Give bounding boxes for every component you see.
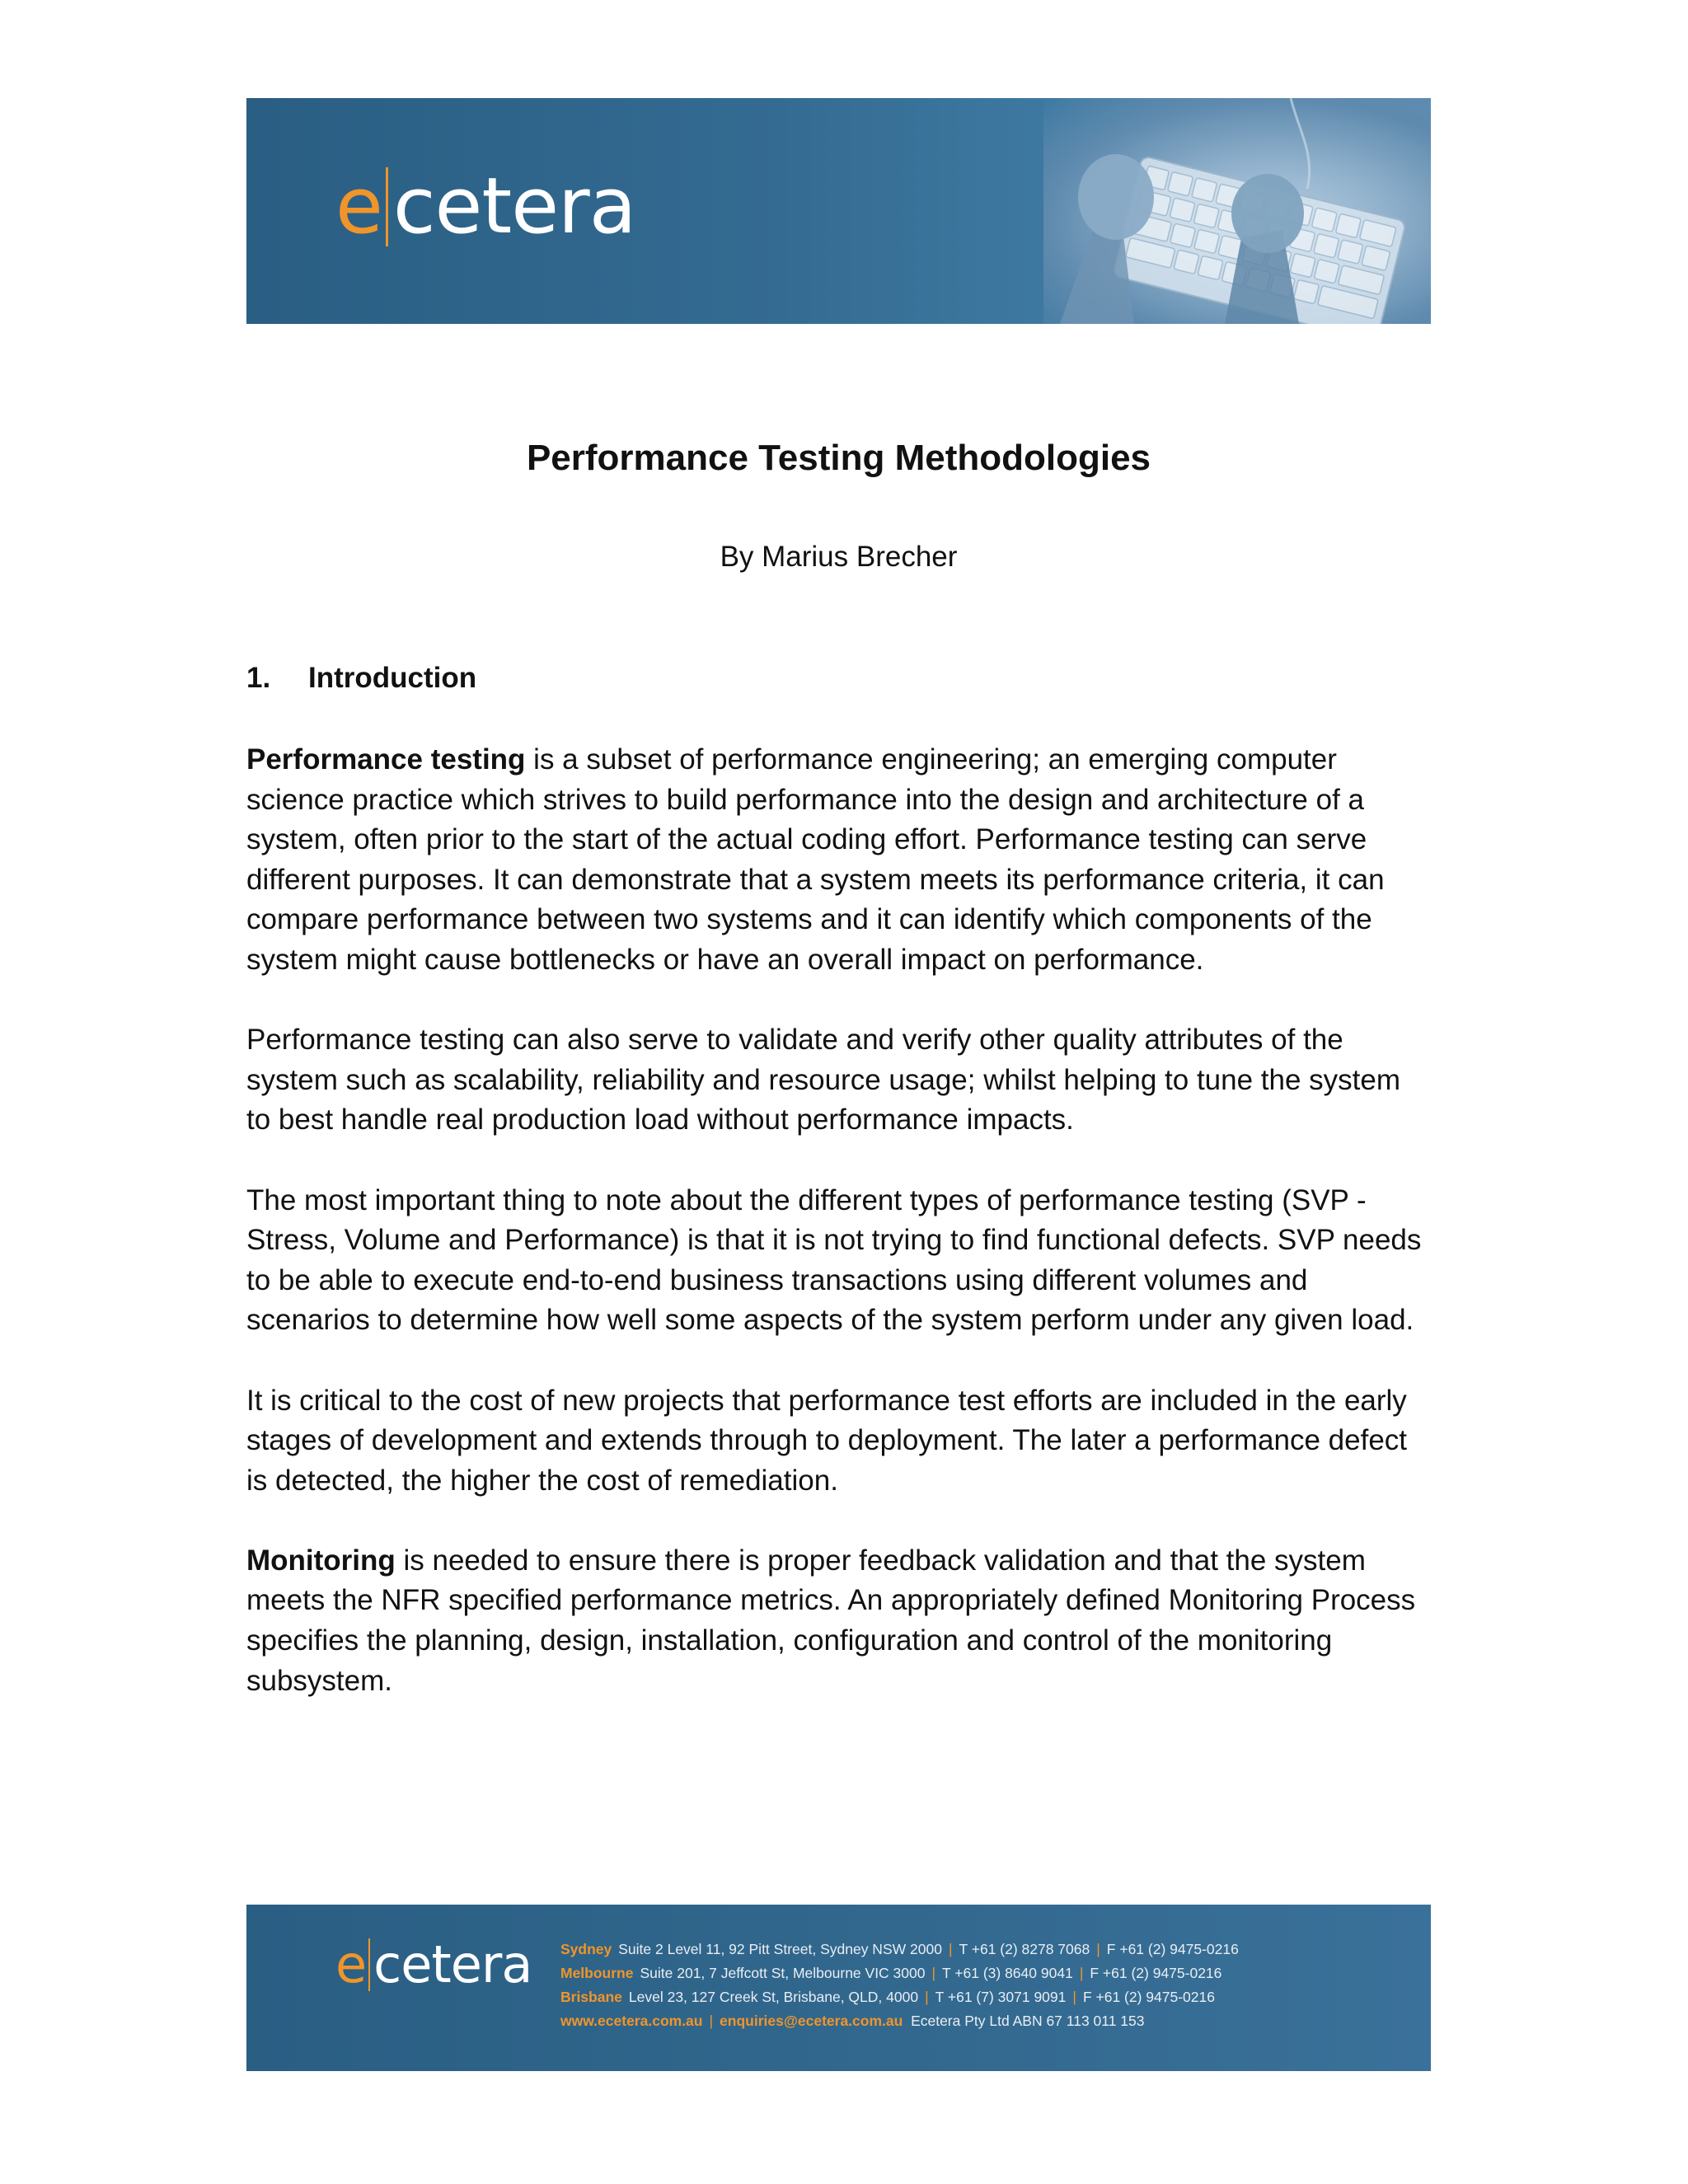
logo-divider [386, 167, 388, 246]
section-heading [246, 660, 476, 696]
email-link[interactable]: enquiries@ecetera.com.au [720, 2013, 903, 2029]
document-title: Performance Testing Methodologies [526, 438, 1151, 478]
office-city: Brisbane [560, 1989, 622, 2005]
paragraph-svp [246, 1181, 1431, 1341]
bold-term: Performance testing [246, 743, 526, 776]
paragraph-text: The most important thing to note about the different types of performance testing (SVP - Stress, Volume and Performance) is that it is not trying to find functional defects. SVP needs to be able to execute end-to-end business transactions using different volumes and scenarios to determine how well some aspects of the system perform under any given load. [246, 1183, 1422, 1337]
office-fax: F +61 (2) 9475-0216 [1090, 1965, 1222, 1981]
paragraph-cost [246, 1381, 1431, 1502]
separator: | [1072, 1989, 1076, 2005]
office-address: Suite 2 Level 11, 92 Pitt Street, Sydney NSW 2000 [618, 1941, 942, 1957]
office-phone: T +61 (7) 3071 9091 [935, 1989, 1067, 2005]
section-number: 1. [246, 662, 271, 694]
logo-divider [368, 1938, 370, 1991]
logo-wordmark: cetera [392, 162, 636, 251]
website-link[interactable]: www.ecetera.com.au [560, 2013, 703, 2029]
office-address: Suite 201, 7 Jeffcott St, Melbourne VIC 3000 [640, 1965, 926, 1981]
separator: | [709, 2013, 714, 2029]
paragraph-text: is needed to ensure there is proper feedback validation and that the system meets the NFR specified performance metrics. An appropriately defined Monitoring Process specifies the planning, design, installation, configuration and control of the monitoring subsystem. [246, 1544, 1416, 1697]
office-city: Melbourne [560, 1965, 634, 1981]
logo-e: e [335, 162, 382, 251]
logo-wordmark: cetera [373, 1934, 532, 1994]
logo-e: e [335, 1934, 367, 1994]
separator: | [925, 1989, 929, 2005]
footer-links [560, 2009, 1239, 2033]
keyboard-photo [1043, 98, 1431, 324]
body-text [246, 740, 1431, 1741]
bold-term: Monitoring [246, 1544, 396, 1577]
office-brisbane [560, 1985, 1239, 2009]
office-address: Level 23, 127 Creek St, Brisbane, QLD, 4000 [628, 1989, 919, 2005]
footer-contact-info [560, 1938, 1239, 2033]
keyboard-fists-illustration [1043, 98, 1431, 324]
section-title: Introduction [308, 662, 477, 694]
separator: | [1096, 1941, 1100, 1957]
office-city: Sydney [560, 1941, 612, 1957]
ecetera-footer-logo [335, 1934, 532, 1994]
office-sydney [560, 1938, 1239, 1961]
paragraph-quality-attributes [246, 1020, 1431, 1141]
company-abn: Ecetera Pty Ltd ABN 67 113 011 153 [911, 2013, 1145, 2029]
paragraph-text: is a subset of performance engineering; an emerging computer science practice which strives to build performance into the design and architecture of a system, often prior to the start of the actual coding effort. Performance testing can serve different purposes. It can demonstrate that a system meets its performance criteria, it can compare performance between two systems and it can identify which components of the system might cause bottlenecks or have an overall impact on performance. [246, 743, 1385, 976]
header-banner [246, 98, 1431, 324]
footer-banner [246, 1905, 1431, 2071]
separator: | [931, 1965, 936, 1981]
office-phone: T +61 (2) 8278 7068 [959, 1941, 1090, 1957]
separator: | [1079, 1965, 1084, 1981]
office-phone: T +61 (3) 8640 9041 [942, 1965, 1073, 1981]
paragraph-text: It is critical to the cost of new projects that performance test efforts are included in the early stages of development and extends through to deployment. The later a performance defect is detected, the higher the cost of remediation. [246, 1384, 1408, 1497]
author-byline: By Marius Brecher [720, 541, 958, 573]
office-fax: F +61 (2) 9475-0216 [1106, 1941, 1239, 1957]
office-melbourne [560, 1961, 1239, 1985]
separator: | [948, 1941, 953, 1957]
paragraph-performance-testing [246, 740, 1431, 981]
office-fax: F +61 (2) 9475-0216 [1082, 1989, 1215, 2005]
paragraph-text: Performance testing can also serve to validate and verify other quality attributes of the system such as scalability, reliability and resource usage; whilst helping to tune the system to best handle real production load without performance impacts. [246, 1024, 1401, 1137]
paragraph-monitoring [246, 1541, 1431, 1701]
ecetera-logo [335, 162, 636, 251]
